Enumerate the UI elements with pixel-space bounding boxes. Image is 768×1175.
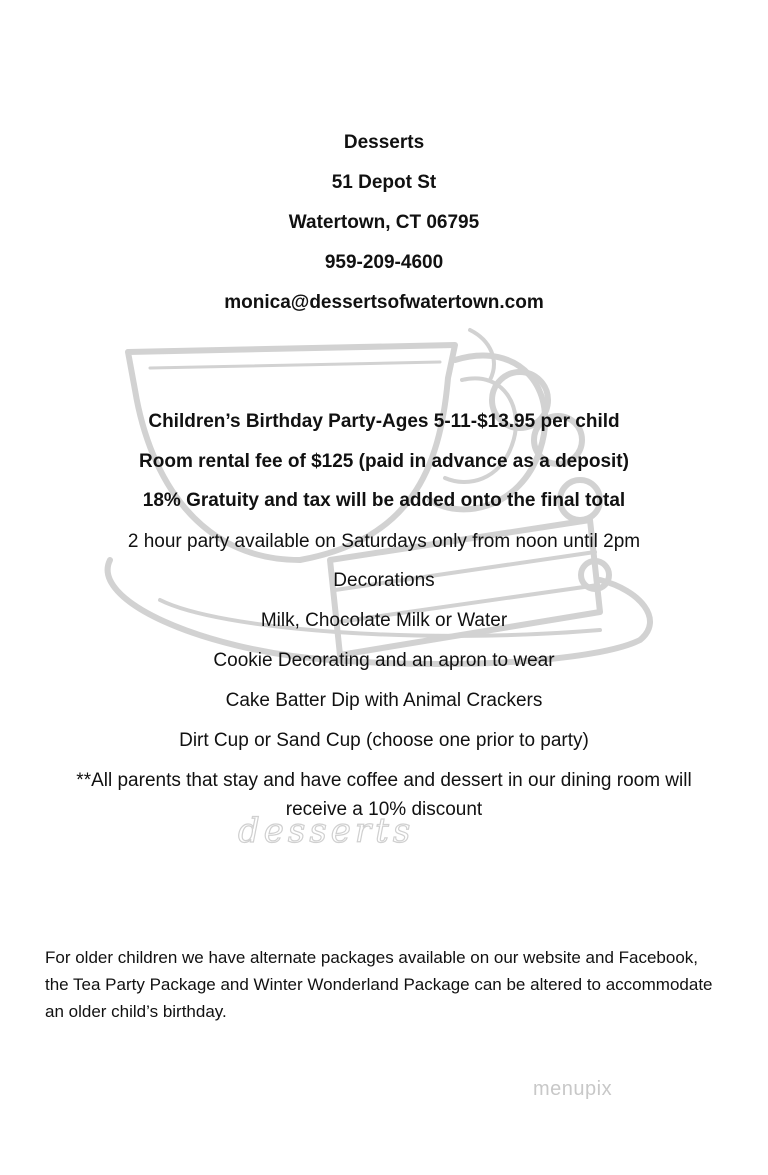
email-address: monica@dessertsofwatertown.com [224,292,544,313]
rental-fee: Room rental fee of $125 (paid in advance as a deposit) [139,451,629,472]
phone-number: 959-209-4600 [324,252,444,273]
package-item: Cake Batter Dip with Animal Crackers [225,690,543,711]
package-item: Decorations [333,570,435,591]
gratuity-note: 18% Gratuity and tax will be added onto the final total [142,490,626,511]
footer-note: For older children we have alternate packages available on our website and Facebook, the Tea Party Package and Winter Wonderland Package can be altered to accommodate an older child’s birthday. [45,948,713,1021]
city-state-zip: Watertown, CT 06795 [288,212,480,233]
street-address: 51 Depot St [331,172,437,193]
availability-note: 2 hour party available on Saturdays only from noon until 2pm [127,531,641,552]
package-item: Cookie Decorating and an apron to wear [213,650,555,671]
script-word: desserts [238,811,415,851]
business-name: Desserts [343,132,425,153]
menupix-watermark: menupix [533,1078,613,1100]
package-title: Children’s Birthday Party-Ages 5-11-$13.95 per child [148,411,620,432]
package-item: Milk, Chocolate Milk or Water [260,610,508,631]
package-item: Dirt Cup or Sand Cup (choose one prior to party) [179,730,589,751]
parents-discount-note: **All parents that stay and have coffee and dessert in our dining room will receive a 10% discount [76,770,692,820]
